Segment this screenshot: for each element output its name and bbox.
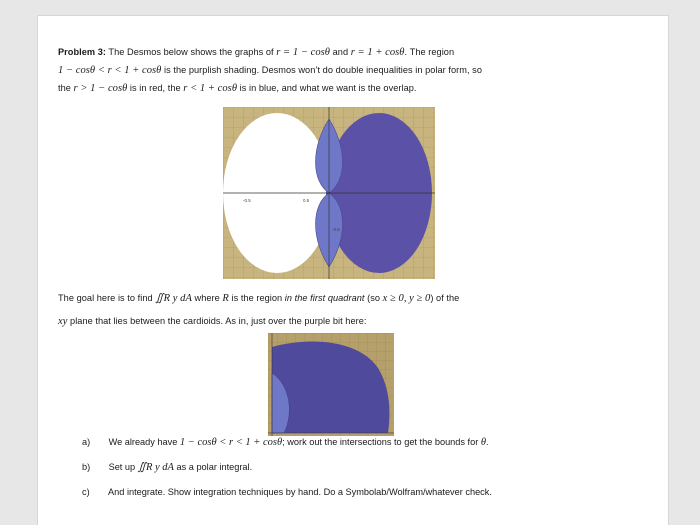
integral-expression: ∬R y dA xyxy=(155,293,192,304)
desmos-cardioids-graph xyxy=(223,107,435,279)
problem-line-2: 1 − cosθ < r < 1 + cosθ is the purplish shading. Desmos won’t do double inequalities in polar form, so xyxy=(58,65,482,76)
tick-label: 0.5 xyxy=(303,198,310,203)
tick-label: -0.5 xyxy=(243,198,251,203)
part-c: c) And integrate. Show integration techniques by hand. Do a Symbolab/Wolfram/whatever check. xyxy=(82,487,492,497)
tick-label: -0.5 xyxy=(332,227,340,232)
problem-line-1: Problem 3: The Desmos below shows the graphs of r = 1 − cosθ and r = 1 + cosθ. The region xyxy=(58,47,455,58)
goal-line-1: The goal here is to find ∬R y dA where R is the region in the first quadrant (so x ≥ 0, y ≥ 0) of the xyxy=(58,293,460,304)
equation-r-1-minus-cos: r = 1 − cosθ xyxy=(276,47,331,58)
purple-region-closeup xyxy=(268,333,394,436)
goal-line-2: xy plane that lies between the cardioids. As in, just over the purple bit here: xyxy=(58,316,367,327)
quadrant-condition: x ≥ 0, y ≥ 0 xyxy=(382,293,431,304)
problem-heading: Problem 3: xyxy=(58,47,106,57)
equation-r-1-plus-cos: r = 1 + cosθ xyxy=(350,47,405,58)
region-inequality: 1 − cosθ < r < 1 + cosθ xyxy=(58,65,162,76)
part-a: a) We already have 1 − cosθ < r < 1 + cosθ; work out the intersections to get the bounds for θ. xyxy=(82,437,489,448)
blue-inequality: r < 1 + cosθ xyxy=(183,83,238,94)
part-b: b) Set up ∬R y dA as a polar integral. xyxy=(82,462,253,473)
problem-line-3: the r > 1 − cosθ is in red, the r < 1 + cosθ is in blue, and what we want is the overlap. xyxy=(58,83,417,94)
red-inequality: r > 1 − cosθ xyxy=(73,83,128,94)
document-page xyxy=(38,16,668,525)
